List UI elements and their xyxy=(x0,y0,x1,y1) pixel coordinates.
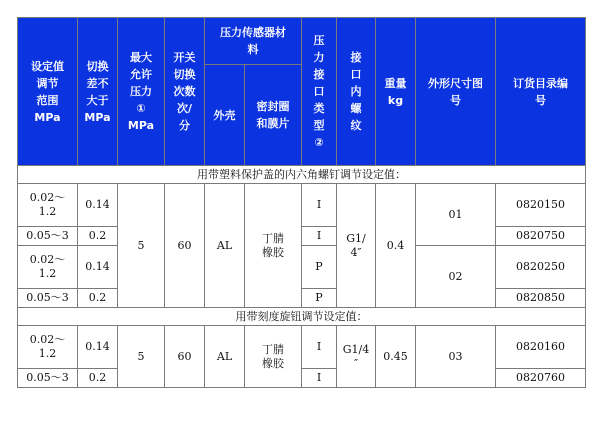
seal-cell: 丁腈 橡胶 xyxy=(245,184,302,308)
housing-cell: AL xyxy=(205,184,245,308)
drawing-cell: 03 xyxy=(416,326,496,388)
order-number-cell: 0820150 xyxy=(496,184,586,227)
switch-diff-cell: 0.14 xyxy=(78,184,118,227)
table-row xyxy=(18,326,586,369)
max-pressure-cell: 5 xyxy=(118,326,165,388)
section1-title: 用带塑料保护盖的内六角螺钉调节设定值： xyxy=(18,166,586,184)
set-range-cell: 0.02～ 1.2 xyxy=(18,326,78,369)
header-inner-thread: 接 口 内 螺 纹 xyxy=(337,18,376,166)
header-housing: 外壳 xyxy=(205,65,245,166)
switch-diff-cell: 0.2 xyxy=(78,289,118,308)
weight-cell: 0.4 xyxy=(376,184,416,308)
table-row xyxy=(18,184,586,227)
port-type-cell: I xyxy=(302,184,337,227)
drawing-cell: 01 xyxy=(416,184,496,246)
port-type-cell: I xyxy=(302,227,337,246)
thread-cell: G1/ 4″ xyxy=(337,184,376,308)
section2-title: 用带刻度旋钮调节设定值： xyxy=(18,308,586,326)
port-type-cell: I xyxy=(302,326,337,369)
max-pressure-cell: 5 xyxy=(118,184,165,308)
set-range-cell: 0.05～3 xyxy=(18,289,78,308)
switch-diff-cell: 0.14 xyxy=(78,326,118,369)
table-row xyxy=(18,289,586,308)
section2-title-row xyxy=(18,308,586,326)
weight-cell: 0.45 xyxy=(376,326,416,388)
switch-count-cell: 60 xyxy=(165,184,205,308)
header-switch-count: 开关 切换 次数 次/ 分 xyxy=(165,18,205,166)
order-number-cell: 0820160 xyxy=(496,326,586,369)
spec-table xyxy=(17,17,586,388)
set-range-cell: 0.05～3 xyxy=(18,369,78,388)
header-switch-diff: 切换 差不 大于 MPa xyxy=(78,18,118,166)
header-weight: 重量 kg xyxy=(376,18,416,166)
header-order-number: 订货目录编 号 xyxy=(496,18,586,166)
housing-cell: AL xyxy=(205,326,245,388)
header-max-pressure: 最大 允许 压力 ① MPa xyxy=(118,18,165,166)
port-type-cell: P xyxy=(302,246,337,289)
table-row xyxy=(18,246,586,289)
drawing-cell: 02 xyxy=(416,246,496,308)
header-dimension-drawing: 外形尺寸图 号 xyxy=(416,18,496,166)
header-seal: 密封圈 和膜片 xyxy=(245,65,302,166)
table-row xyxy=(18,369,586,388)
header-port-type: 压 力 接 口 类 型 ② xyxy=(302,18,337,166)
switch-diff-cell: 0.2 xyxy=(78,369,118,388)
switch-count-cell: 60 xyxy=(165,326,205,388)
section1-title-row xyxy=(18,166,586,184)
order-number-cell: 0820850 xyxy=(496,289,586,308)
switch-diff-cell: 0.2 xyxy=(78,227,118,246)
order-number-cell: 0820250 xyxy=(496,246,586,289)
header-set-range: 设定值 调节 范围 MPa xyxy=(18,18,78,166)
thread-cell: G1/4 ″ xyxy=(337,326,376,388)
header-sensor-material: 压力传感器材 料 xyxy=(205,18,302,65)
set-range-cell: 0.02～ 1.2 xyxy=(18,184,78,227)
order-number-cell: 0820750 xyxy=(496,227,586,246)
set-range-cell: 0.02～ 1.2 xyxy=(18,246,78,289)
port-type-cell: P xyxy=(302,289,337,308)
table-row xyxy=(18,227,586,246)
header-row-top xyxy=(18,18,586,65)
order-number-cell: 0820760 xyxy=(496,369,586,388)
port-type-cell: I xyxy=(302,369,337,388)
seal-cell: 丁腈 橡胶 xyxy=(245,326,302,388)
switch-diff-cell: 0.14 xyxy=(78,246,118,289)
set-range-cell: 0.05～3 xyxy=(18,227,78,246)
